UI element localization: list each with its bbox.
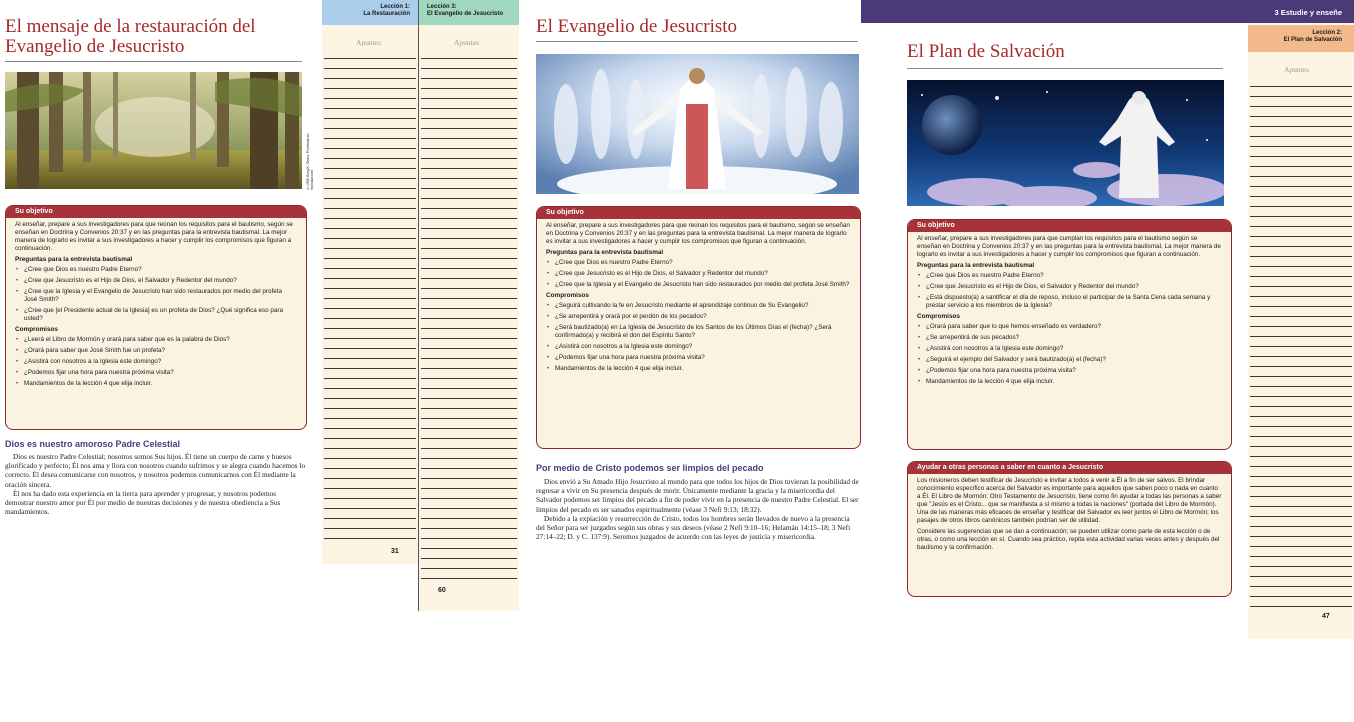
title-rule bbox=[536, 41, 858, 42]
list-item: • ¿Se arrepentirá de sus pecados? bbox=[926, 334, 1222, 342]
questions-list bbox=[15, 266, 297, 323]
list-item: • Mandamientos de la lección 4 que elija incluir. bbox=[926, 378, 1222, 386]
list-item: • ¿Podemos fijar una hora para nuestra próxima visita? bbox=[24, 369, 297, 377]
list-item: • ¿Asistirá con nosotros a la Iglesia este domingo? bbox=[555, 343, 851, 351]
list-item: • ¿Cree que Jesucristo es el Hijo de Dios, el Salvador y Redentor del mundo? bbox=[24, 277, 297, 285]
help-paragraph: Considere las sugerencias que se dan a continuación; se pueden utilizar como parte de esta lección o de otras, o como una lección en sí. Cuando sea práctico, repita esta actividad varias veces antes y después del bautismo y la confirmación. bbox=[917, 528, 1220, 551]
christus-image bbox=[907, 80, 1224, 206]
lesson-tab-3 bbox=[419, 0, 519, 25]
section-heading: Por medio de Cristo podemos ser limpios del pecado bbox=[536, 463, 764, 473]
notes-label: Apuntes bbox=[454, 38, 479, 47]
list-item: • ¿Se arrepentirá y orará por el perdón de los pecados? bbox=[555, 313, 851, 321]
help-header: Ayudar a otras personas a saber en cuanto a Jesucristo bbox=[908, 462, 1231, 474]
list-item: • ¿Leerá el Libro de Mormón y orará para saber que es la palabra de Dios? bbox=[24, 336, 297, 344]
page-title: El Evangelio de Jesucristo bbox=[536, 16, 738, 37]
list-item: • ¿Cree que Dios es nuestro Padre Eterno? bbox=[926, 272, 1222, 280]
christ-image bbox=[536, 54, 859, 194]
objective-box bbox=[5, 205, 307, 430]
questions-list bbox=[546, 259, 851, 289]
objective-header: Su objetivo bbox=[537, 207, 860, 219]
list-item: • ¿Podemos fijar una hora para nuestra próxima visita? bbox=[926, 367, 1222, 375]
commitments-heading: Compromisos bbox=[546, 292, 589, 299]
objective-box bbox=[907, 219, 1232, 450]
paragraph: Dios es nuestro Padre Celestial; nosotros somos Sus hijos. Él tiene un cuerpo de carne y huesos glorificado y perfecto; Él nos ama y llora con nosotros cuando sufrimos y se alegra cuando hacemos lo correcto. Él desea comunicarse con nosotros, y nosotros podemos comunicarnos con Él mediante la oración sincera. bbox=[5, 452, 306, 489]
objective-intro: Al enseñar, prepare a sus investigadores para que cumplan los requisitos para el bautismo según se enseñan en Doctrina y Convenios 20:37 y en las preguntas para la entrevista bautismal. La mejor manera de lograrlo es invitar a sus investigadores a hacer y cumplir los compromisos que figuran a continuación. bbox=[917, 235, 1221, 258]
commitments-list bbox=[917, 323, 1222, 386]
list-item: • ¿Cree que [el Presidente actual de la Iglesia] es un profeta de Dios? ¿Qué significa eso para usted? bbox=[24, 307, 297, 323]
paragraph: Él nos ha dado esta experiencia en la tierra para aprender y progresar, y nosotros podemos demostrar nuestro amor por Él por medio de nuestras decisiones y de nuestra obediencia a Sus mandamientos. bbox=[5, 488, 281, 517]
image-credit: ©1985 Greg K. Olsen, Prohibida su reproducción bbox=[306, 133, 314, 190]
section-heading: Dios es nuestro amoroso Padre Celestial bbox=[5, 439, 181, 449]
tab-label: Lección 2: El Plan de Salvación bbox=[1283, 30, 1342, 43]
page-number: 47 bbox=[1322, 613, 1330, 620]
objective-header: Su objetivo bbox=[908, 220, 1231, 232]
list-item: • ¿Cree que Dios es nuestro Padre Eterno? bbox=[24, 266, 297, 274]
list-item: • ¿Cree que Jesucristo es el Hijo de Dios, el Salvador y Redentor del mundo? bbox=[926, 283, 1222, 291]
note-lines bbox=[324, 49, 416, 539]
paragraph: Dios envió a Su Amado Hijo Jesucristo al mundo para que todos los hijos de Dios tuvieran la posibilidad de regresar a vivir en Su presencia después de morir. Únicamente mediante la gracia y la misericordia del Salvador podemos ser limpios del pecado a fin de poder vivir en la presencia de nuestro Padre Celestial. El ser limpios del pecado es ser sanados espiritualmente (véase 3 Nefi 9:13; 18:32). bbox=[536, 477, 859, 514]
questions-heading: Preguntas para la entrevista bautismal bbox=[15, 256, 133, 263]
list-item: • ¿Asistirá con nosotros a la Iglesia este domingo? bbox=[926, 345, 1222, 353]
page-title: El Plan de Salvación bbox=[907, 41, 1065, 62]
list-item: • Mandamientos de la lección 4 que elija incluir. bbox=[24, 380, 297, 388]
help-box bbox=[907, 461, 1232, 597]
title-rule bbox=[5, 61, 302, 62]
list-item: • ¿Cree que Jesucristo es el Hijo de Dios, el Salvador y Redentor del mundo? bbox=[555, 270, 851, 278]
section-body bbox=[536, 477, 859, 541]
commitments-heading: Compromisos bbox=[917, 313, 960, 320]
objective-intro: Al enseñar, prepare a sus investigadores para que reúnan los requisitos para el bautismo, según se enseñan en Doctrina y Convenios 20:37 y en las preguntas para la entrevista bautismal. La mejor manera de lograrlo es invitar a sus investigadores a hacer y cumplir los compromisos que figuran a continuación. bbox=[15, 221, 293, 252]
list-item: • ¿Seguirá el ejemplo del Salvador y será bautizado(a) el (fecha)? bbox=[926, 356, 1222, 364]
lesson-tab-1 bbox=[322, 0, 418, 25]
list-item: • ¿Asistirá con nosotros a la Iglesia este domingo? bbox=[24, 358, 297, 366]
list-item: • ¿Orará para saber que José Smith fue un profeta? bbox=[24, 347, 297, 355]
section-body bbox=[5, 452, 307, 516]
page-number: 31 bbox=[391, 548, 399, 555]
objective-intro: Al enseñar, prepare a sus investigadores para que reúnan los requisitos para el bautismo, según se enseñan en Doctrina y Convenios 20:37 y en las preguntas para la entrevista bautismal. La mejor manera de lograrlo es invitar a sus investigadores a hacer y cumplir los compromisos que figuran a continuación. bbox=[546, 222, 850, 245]
tab-label: Lección 1: La Restauración bbox=[363, 4, 410, 17]
section-header-bar bbox=[861, 0, 1354, 23]
list-item: • ¿Será bautizado(a) en La Iglesia de Jesucristo de los Santos de los Últimos Días el (fecha)? ¿Será confirmado(a) y recibirá el don del Espíritu Santo? bbox=[555, 324, 851, 340]
questions-heading: Preguntas para la entrevista bautismal bbox=[917, 262, 1035, 269]
title-rule bbox=[907, 68, 1223, 69]
page-number: 60 bbox=[438, 587, 446, 594]
paragraph: Debido a la expiación y resurrección de Cristo, todos los hombres serán llevados de nuevo a la presencia del Señor para ser juzgados según sus obras y sus deseos (véase 2 Nefi 9:10–16; Helamán 14:15–18; 3 Nefi 27:14–22; D. y C. 137:9). Seremos juzgados de acuerdo con las leyes de justicia y misericordia. bbox=[536, 513, 851, 542]
page-title: El mensaje de la restauración del Evangelio de Jesucristo bbox=[5, 16, 256, 57]
commitments-list bbox=[15, 336, 297, 388]
lesson-tab-2 bbox=[1248, 25, 1354, 52]
list-item: • ¿Seguirá cultivando la fe en Jesucristo mediante el aprendizaje continuo de Su Evangelio? bbox=[555, 302, 851, 310]
questions-heading: Preguntas para la entrevista bautismal bbox=[546, 249, 664, 256]
tab-label: Lección 3: El Evangelio de Jesucristo bbox=[427, 4, 504, 17]
list-item: • ¿Orará para saber que lo que hemos enseñado es verdadero? bbox=[926, 323, 1222, 331]
header-bar-title: 3 Estudie y enseñe bbox=[1274, 8, 1342, 17]
note-lines bbox=[1250, 77, 1352, 607]
questions-list bbox=[917, 272, 1222, 310]
note-lines bbox=[421, 49, 517, 579]
forest-image bbox=[5, 72, 302, 189]
commitments-heading: Compromisos bbox=[15, 326, 58, 333]
list-item: • ¿Podemos fijar una hora para nuestra próxima visita? bbox=[555, 354, 851, 362]
objective-box bbox=[536, 206, 861, 449]
notes-label: Apuntes bbox=[1284, 65, 1309, 74]
list-item: • ¿Cree que la Iglesia y el Evangelio de Jesucristo han sido restaurados por medio del profeta José Smith? bbox=[24, 288, 297, 304]
commitments-list bbox=[546, 302, 851, 373]
list-item: • Mandamientos de la lección 4 que elija incluir. bbox=[555, 365, 851, 373]
notes-divider bbox=[418, 0, 419, 611]
list-item: • ¿Cree que Dios es nuestro Padre Eterno? bbox=[555, 259, 851, 267]
list-item: • ¿Cree que la Iglesia y el Evangelio de Jesucristo han sido restaurados por medio del profeta José Smith? bbox=[555, 281, 851, 289]
notes-label: Apuntes bbox=[356, 38, 381, 47]
help-paragraph: Los misioneros deben testificar de Jesucristo e invitar a todos a venir a Él a fin de ser salvos. El brindar conocimiento específico acerca del Salvador es importante para aquellos que saben poco o nada en cuanto a Él. El Libro de Mormón: Otro Testamento de Jesucristo, tiene como fin ayudar a todas las personas a saber que "Jesús es el Cristo... que se manifiesta a sí mismo a todas la naciones" (portada del Libro de Mormón). Una de las maneras más eficaces de enseñar y testificar del Salvador es leer juntos el Libro de Mormón; los pasajes de otros libros canónicos también podrían ser de utilidad. bbox=[917, 477, 1222, 524]
list-item: • ¿Está dispuesto(a) a santificar el día de reposo, incluso el participar de la Santa Cena cada semana y prestar servicio a los miembros de la Iglesia? bbox=[926, 294, 1222, 310]
objective-header: Su objetivo bbox=[6, 206, 306, 218]
